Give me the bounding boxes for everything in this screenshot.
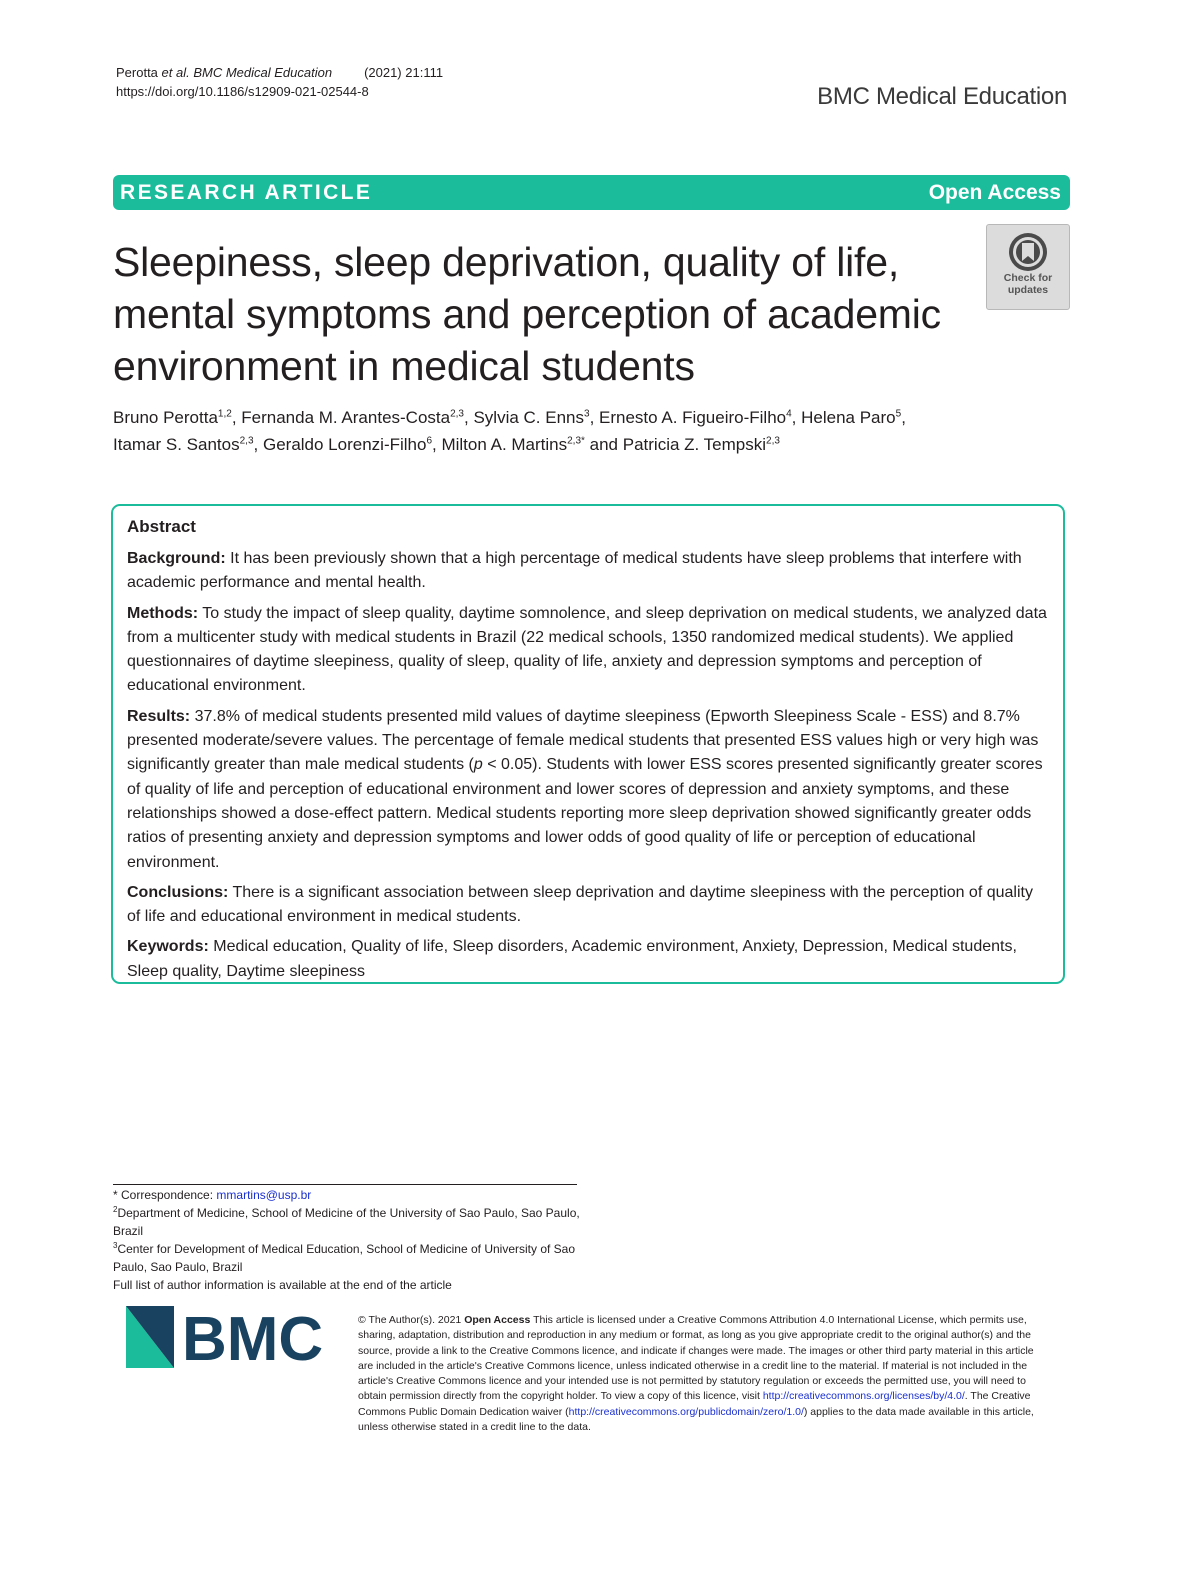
abstract-background	[127, 547, 1049, 596]
doi-link[interactable]: https://doi.org/10.1186/s12909-021-02544-8	[116, 84, 369, 99]
cc-zero-link[interactable]: http://creativecommons.org/publicdomain/zero/1.0/	[568, 1405, 804, 1418]
citation-line	[116, 64, 443, 82]
abstract-methods	[127, 602, 1049, 699]
footnotes	[113, 1186, 583, 1294]
correspondence	[113, 1186, 583, 1204]
affiliation-3-text: Center for Development of Medical Education, School of Medicine of University of Sao Paulo, Sao Paulo, Brazil	[113, 1242, 576, 1274]
author-affiliation: 5	[895, 408, 902, 420]
author-separator: ,	[464, 408, 474, 427]
license-text-c: ) applies to the data made available in this article, unless otherwise stated in a credit line to the data.	[358, 1405, 1034, 1434]
affiliation-2-text: Department of Medicine, School of Medicine of the University of Sao Paulo, Sao Paulo, Brazil	[113, 1206, 580, 1238]
full-author-info-note: Full list of author information is available at the end of the article	[113, 1278, 452, 1292]
journal-name: BMC Medical Education	[817, 83, 1067, 110]
author-name: Patricia Z. Tempski	[622, 435, 767, 454]
author-list	[113, 404, 1013, 458]
author-separator: ,	[901, 408, 906, 427]
results-p-symbol: p	[473, 756, 483, 774]
author-name: Fernanda M. Arantes-Costa	[241, 408, 451, 427]
author-separator: ,	[589, 408, 600, 427]
results-label: Results:	[127, 707, 191, 725]
abstract-heading: Abstract	[127, 517, 196, 536]
author-name: Sylvia C. Enns	[473, 408, 584, 427]
bmc-logo	[126, 1306, 336, 1368]
background-label: Background:	[127, 550, 226, 567]
author-affiliation: 1,2	[217, 408, 232, 420]
author-affiliation: 2,3	[239, 435, 254, 447]
check-label-line1: Check for	[1003, 272, 1053, 284]
license-open-access: Open Access	[464, 1314, 531, 1326]
author-affiliation: 2,3	[766, 435, 780, 447]
citation-etal: et al.	[161, 65, 190, 80]
bmc-logo-text: BMC	[182, 1306, 324, 1368]
methods-text: To study the impact of sleep quality, daytime somnolence, and sleep deprivation on medical students, we analyzed data from a multicenter study with medical students in Brazil (22 medical schools, 1350 randomized medical students). We applied questionnaires of daytime sleepiness, quality of sleep, quality of life, anxiety and depression symptoms and perception of educational environment.	[127, 604, 1047, 695]
license-text-a: This article is licensed under a Creative Commons Attribution 4.0 International License, which permits use, sharing, adaptation, distribution and reproduction in any medium or format, as long as you give appropriate credit to the original author(s) and the source, provide a link to the Creative Commons licence, and indicate if changes were made. The images or other third party material in this article are included in the article's Creative Commons licence, unless indicated otherwise in a credit line to the material. If material is not included in the article's Creative Commons licence and your intended use is not permitted by statutory regulation or exceeds the permitted use, you will need to obtain permission directly from the copyright holder. To view a copy of this licence, visit	[358, 1314, 1034, 1403]
author-separator: ,	[432, 435, 442, 454]
affiliation-2	[113, 1204, 583, 1240]
conclusions-text: There is a significant association between sleep deprivation and daytime sleepiness with the perception of quality of life and educational environment in medical students.	[127, 883, 1033, 926]
conclusions-label: Conclusions:	[127, 883, 229, 901]
abstract-results	[127, 705, 1049, 875]
abstract-box	[111, 504, 1065, 984]
author-name: Itamar S. Santos	[113, 435, 240, 454]
author-affiliation: 2,3	[450, 408, 464, 420]
check-for-updates-badge[interactable]	[986, 224, 1070, 310]
article-type-banner	[113, 175, 1070, 210]
background-text: It has been previously shown that a high percentage of medical students have sleep problems that interfere with academic performance and mental health.	[127, 550, 1022, 592]
correspondence-label: * Correspondence:	[113, 1188, 217, 1202]
author-name: Geraldo Lorenzi-Filho	[262, 435, 427, 454]
affiliation-2-number: 2	[113, 1205, 118, 1214]
author-name: Bruno Perotta	[113, 408, 218, 427]
affiliation-3-number: 3	[113, 1241, 118, 1250]
results-text-b: < 0.05). Students with lower ESS scores presented significantly greater scores of quality of life and perception of educational environment and lower scores of depression and anxiety symptoms, and these relationships showed a dose-effect pattern. Medical students reporting more sleep deprivation showed significantly greater odds ratios of presenting anxiety and depression symptoms and lower odds of good quality of life or perception of educational environment.	[127, 756, 1043, 871]
author-separator: and	[584, 435, 623, 454]
open-access-label: Open Access	[928, 181, 1061, 204]
author-name: Milton A. Martins	[441, 435, 568, 454]
results-text-a: 37.8% of medical students presented mild values of daytime sleepiness (Epworth Sleepiness Scale - ESS) and 8.7% presented moderate/severe values. The percentage of female medical students that presented ESS values high or very high was significantly greater than male medical students (	[127, 707, 1039, 774]
citation-volume: (2021) 21:111	[364, 65, 444, 80]
license-copyright: © The Author(s). 2021	[358, 1314, 465, 1326]
article-title: Sleepiness, sleep deprivation, quality of life, mental symptoms and perception of academic environment in medical students	[113, 239, 941, 389]
footnote-divider	[113, 1184, 577, 1185]
author-separator: ,	[791, 408, 802, 427]
author-separator: ,	[253, 435, 263, 454]
author-affiliation: 6	[426, 435, 433, 447]
author-name: Helena Paro	[801, 408, 896, 427]
author-affiliation: 3	[584, 408, 590, 420]
article-type: RESEARCH ARTICLE	[120, 181, 373, 204]
author-affiliation: 4	[786, 408, 792, 420]
check-label	[987, 272, 1069, 296]
citation-authors: Perotta	[116, 65, 162, 80]
abstract-conclusions	[127, 881, 1049, 930]
affiliation-3	[113, 1240, 583, 1276]
methods-label: Methods:	[127, 604, 199, 622]
bookmark-icon	[1007, 231, 1049, 273]
citation-journal: BMC Medical Education	[189, 65, 333, 80]
author-name: Ernesto A. Figueiro-Filho	[599, 408, 787, 427]
check-label-line2: updates	[1007, 284, 1049, 296]
license-text-b: . The Creative Commons Public Domain Dedication waiver (	[358, 1390, 1031, 1418]
author-affiliation: 2,3*	[567, 435, 585, 447]
keywords-label: Keywords:	[127, 938, 209, 956]
cc-by-link[interactable]: http://creativecommons.org/licenses/by/4.0/	[762, 1390, 965, 1403]
correspondence-email-link[interactable]: mmartins@usp.br	[216, 1188, 312, 1202]
license-statement	[358, 1313, 1034, 1435]
abstract-keywords	[127, 935, 1049, 984]
keywords-text: Medical education, Quality of life, Sleep disorders, Academic environment, Anxiety, Depression, Medical students, Sleep quality, Daytime sleepiness	[127, 938, 1017, 980]
author-separator: ,	[231, 408, 242, 427]
